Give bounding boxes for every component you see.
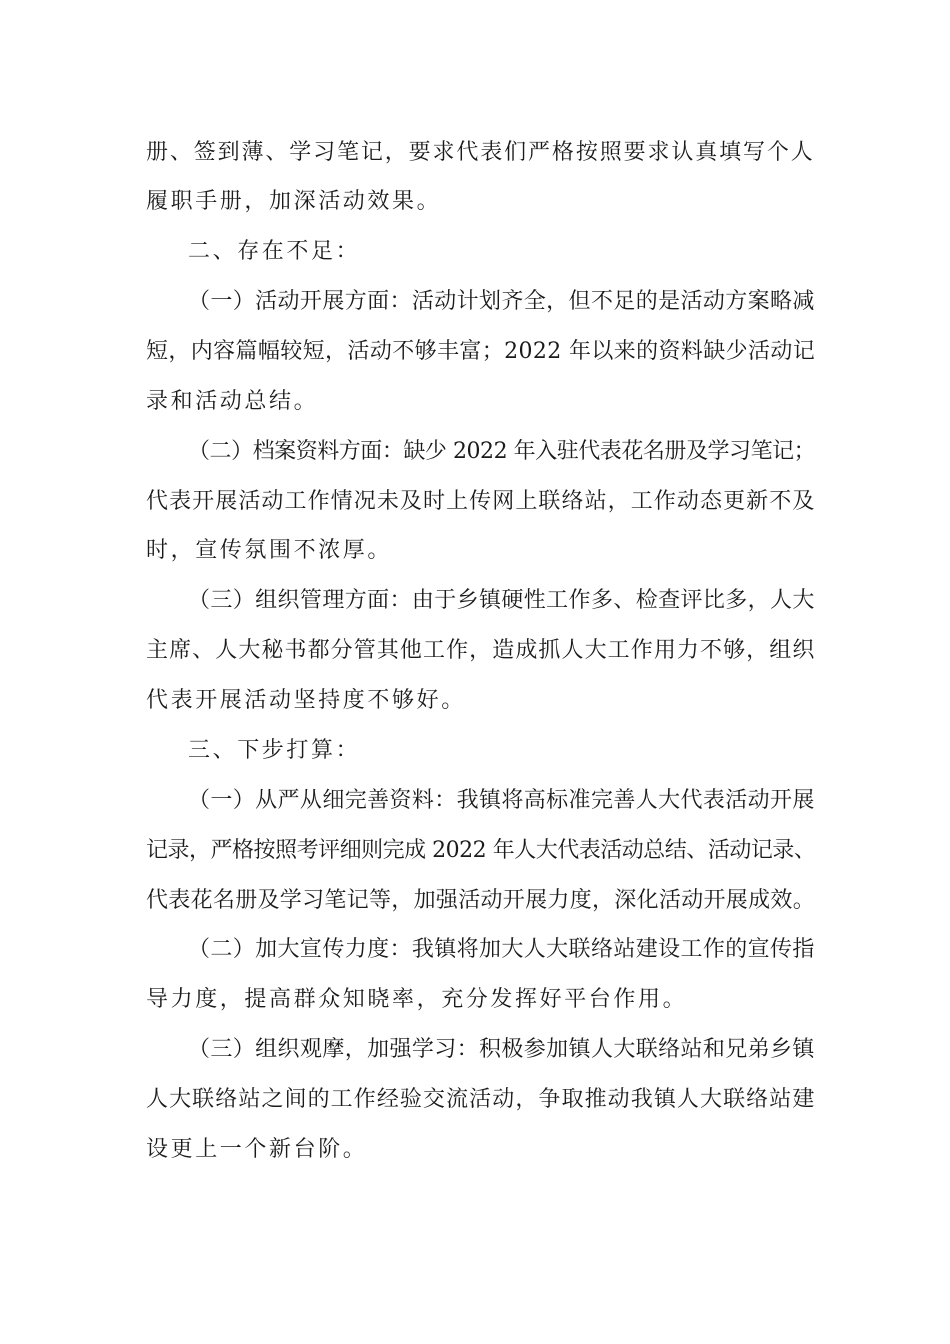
text-line: 短，内容篇幅较短，活动不够丰富；2022 年以来的资料缺少活动记 (146, 339, 816, 364)
text-line: （一）活动开展方面：活动计划齐全，但不足的是活动方案略减 (188, 289, 815, 314)
text-line: 设更上一个新台阶。 (146, 1137, 368, 1162)
text-line: 代表开展活动工作情况未及时上传网上联络站，工作动态更新不及 (146, 489, 816, 514)
text-line: 导力度，提高群众知晓率，充分发挥好平台作用。 (146, 987, 688, 1012)
text-line: 主席、人大秘书都分管其他工作，造成抓人大工作用力不够，组织 (146, 638, 816, 663)
text-line: （一）从严从细完善资料：我镇将高标准完善人大代表活动开展 (188, 788, 815, 813)
text-line: （三）组织观摩，加强学习：积极参加镇人大联络站和兄弟乡镇 (188, 1037, 815, 1062)
text-line: （二）档案资料方面：缺少 2022 年入驻代表花名册及学习笔记； (188, 439, 816, 464)
section-heading: 三、下步打算： (188, 738, 361, 763)
section-heading: 二、存在不足： (188, 239, 361, 264)
text-line: 录和活动总结。 (146, 389, 319, 414)
text-line: 册、签到薄、学习笔记，要求代表们严格按照要求认真填写个人 (146, 140, 815, 165)
text-line: 时，宣传氛围不浓厚。 (146, 538, 393, 563)
text-line: 履职手册，加深活动效果。 (146, 189, 442, 214)
text-line: 记录，严格按照考评细则完成 2022 年人大代表活动总结、活动记录、 (146, 838, 816, 863)
text-line: 人大联络站之间的工作经验交流活动，争取推动我镇人大联络站建 (146, 1087, 816, 1112)
text-line: 代表开展活动坚持度不够好。 (146, 688, 466, 713)
text-line: 代表花名册及学习笔记等，加强活动开展力度，深化活动开展成效。 (146, 888, 816, 913)
text-line: （三）组织管理方面：由于乡镇硬性工作多、检查评比多，人大 (188, 588, 815, 613)
text-line: （二）加大宣传力度：我镇将加大人大联络站建设工作的宣传指 (188, 937, 815, 962)
